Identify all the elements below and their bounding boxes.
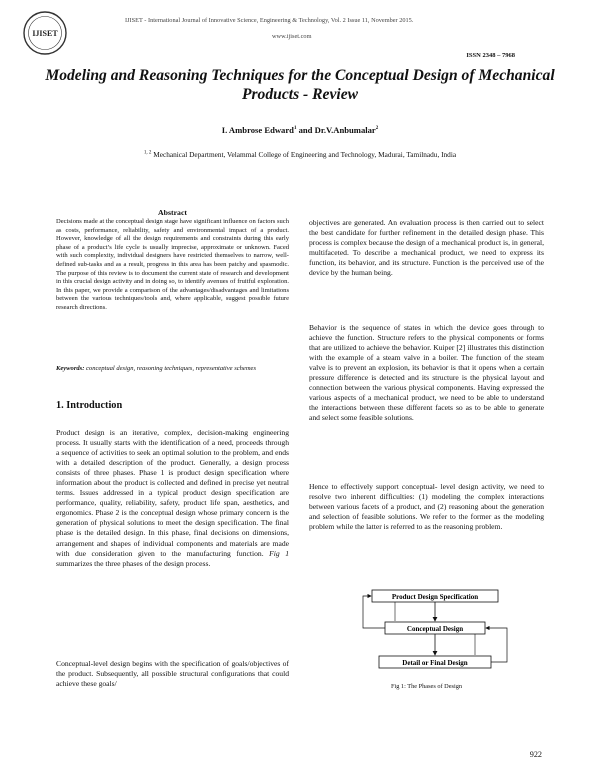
- paper-title: Modeling and Reasoning Techniques for the Conceptual Design of Mechanical Products - Review: [45, 67, 555, 103]
- affiliation-text: Mechanical Department, Velammal College of Engineering and Technology, Madurai, Tamilnadu, India: [151, 150, 457, 159]
- right-paragraph-1: objectives are generated. An evaluation process is then carried out to select the best candidate for further refinement in the detailed design phase. This process is complex because the design of a mechanical product is, in general, multifaceted. To describe a mechanical product, we need to express its function, its behavior, and its structure. Function is the perceived use of the device by the human being.: [309, 218, 544, 278]
- intro-paragraph-2: Conceptual-level design begins with the specification of goals/objectives of the product. Subsequently, all possible structural configurations that could achieve these goals/: [56, 659, 289, 689]
- journal-header: IJISET - International Journal of Innovative Science, Engineering & Technology, Vol. 2 Issue 11, November 2015.: [125, 17, 414, 24]
- intro-p1-end: summarizes the three phases of the design process.: [56, 558, 211, 568]
- right-paragraph-3: Hence to effectively support conceptual- level design activity, we need to resolve two inherent difficulties: (1) modeling the complex interactions between various facets of a product, and (2) reasoning about the generation and selection of feasible solutions. We refer to the former as the modeling problem while the latter is referred to as the reasoning problem.: [309, 482, 544, 532]
- box2-label: Conceptual Design: [406, 625, 464, 633]
- intro-p1-text: Product design is an iterative, complex, decision-making engineering process. It usually starts with the identification of a need, proceeds through a sequence of activities to seek an optimal solution to the problem, and ends with a detailed description of the product. Generally, a design process consists of three phases. Phase 1 is product design specification where information about the product is collected and defined in precise yet neutral terms. Issues addressed in a typical product design specification are performance, quality, reliability, safety, product life span, aesthetics, and ergonomics. Phase 2 is the conceptual design whose primary concern is the generation of physical solutions to meet the design specification. The final phase is the detailed design. In this phase, final decisions on dimensions, arrangement and shapes of individual components and materials are made with due consideration given to the manufacturing function.: [56, 428, 289, 558]
- affiliation-sup: 1, 2: [143, 150, 152, 156]
- logo-text: IJISET: [32, 29, 58, 38]
- fig-reference: Fig 1: [269, 548, 289, 558]
- box1-label: Product Design Specification: [391, 593, 479, 601]
- author-1-sup: 1: [293, 126, 297, 132]
- box3-label: Detail or Final Design: [402, 659, 468, 667]
- keywords-label: Keywords:: [56, 365, 85, 372]
- section-heading-introduction: 1. Introduction: [56, 400, 123, 411]
- author-1: I. Ambrose Edward: [221, 125, 294, 135]
- page-number: 922: [529, 750, 542, 759]
- author-2: Dr.V.Anbumalar: [314, 125, 376, 135]
- design-phases-diagram: [355, 588, 515, 672]
- abstract-heading: Abstract: [157, 208, 187, 217]
- figure-caption: Fig 1: The Phases of Design: [390, 683, 463, 690]
- intro-paragraph-1: [56, 428, 289, 569]
- authors: [0, 125, 600, 135]
- affiliation: [0, 150, 600, 159]
- journal-url-link[interactable]: www.ijiset.com: [272, 33, 312, 40]
- abstract-body: Decisions made at the conceptual design stage have significant influence on factors such as costs, performance, reliability, safety and environmental impact of a product. However, knowledge of all the design requirements and constraints during this early phase of a product’s life cycle is usually imprecise, approximate or unknown. Faced with such complexity, individual designers have restricted themselves to narrow, well-defined sub-tasks and as a result, progress in this area has been patchy and spasmodic. The purpose of this review is to document the current state of research and development in this crucial design activity and in doing so, to identify avenues of fruitful exploration. In this paper, we provide a comparison of the advantages/disadvantages and limitations between the various techniques/tools and, where applicable, suggest possible future research directions.: [56, 218, 289, 311]
- keywords: [56, 365, 289, 374]
- right-paragraph-2: Behavior is the sequence of states in which the device goes through to achieve the function. Structure refers to the physical components or forms that are utilized to achieve the behavior. Kuiper [2] illustrates this distinction with the example of a steam valve in a boiler. The function of the steam valve is to prevent an explosion, its behavior is that it opens when a certain pressure difference is detected and its structure is the physical layout and connection between the various physical components. Having expressed the various aspects of a mechanical product, we need to be able to understand the interactions between these different facets so as to be able to generate and select some feasible solutions.: [309, 323, 544, 423]
- keywords-text: conceptual design, reasoning techniques, representative schemes: [84, 365, 257, 372]
- ijiset-logo: [22, 10, 68, 56]
- issn: ISSN 2348 – 7968: [466, 52, 515, 59]
- authors-and: and: [296, 125, 315, 135]
- author-2-sup: 2: [375, 126, 379, 132]
